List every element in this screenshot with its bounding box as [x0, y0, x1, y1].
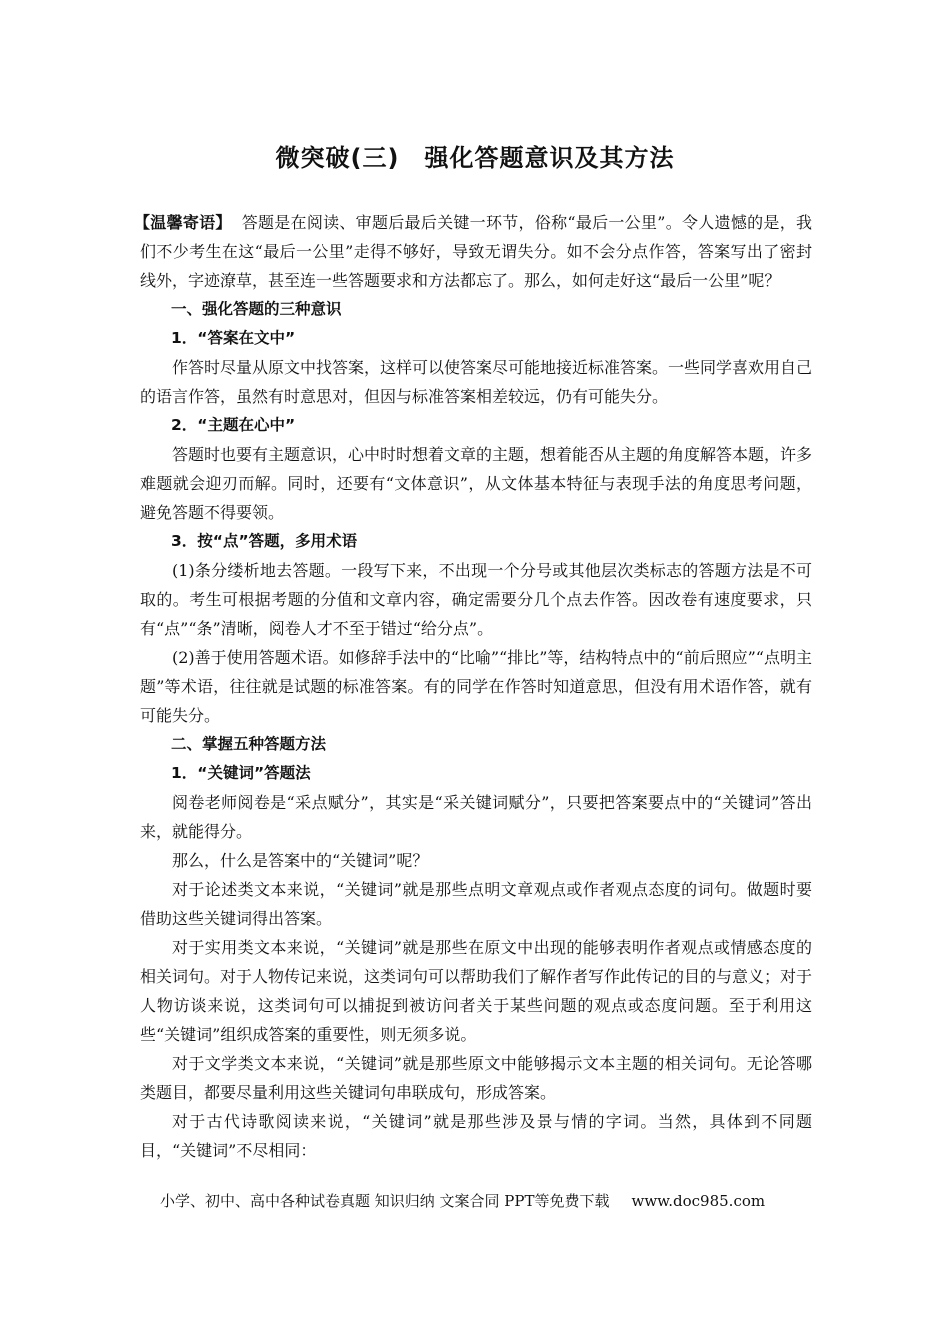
page-footer: [160, 1190, 800, 1211]
section1-item1-heading: 1．“答案在文中”: [171, 329, 296, 347]
section1-heading: 一、强化答题的三种意识: [171, 300, 342, 318]
section1-item2-heading: 2．“主题在心中”: [171, 416, 296, 434]
section1-item2-text: 答题时也要有主题意识，心中时时想着文章的主题，想着能否从主题的角度解答本题，许多难题就会迎刃而解。同时，还要有“文体意识”，从文体基本特征与表现手法的角度思考问题，避免答题不得要领。: [140, 445, 813, 522]
section2-paragraph-5: 对于文学类文本来说，“关键词”就是那些原文中能够揭示文本主题的相关词句。无论答哪类题目，都要尽量利用这些关键词句串联成句，形成答案。: [140, 1054, 812, 1102]
section1-item3-paragraph-1: (1)条分缕析地去答题。一段写下来，不出现一个分号或其他层次类标志的答题方法是不可取的。考生可根据考题的分值和文章内容，确定需要分几个点去作答。因改卷有速度要求，只有“点”“条”清晰，阅卷人才不至于错过“给分点”。: [140, 561, 812, 638]
section1-item3-heading: 3．按“点”答题，多用术语: [171, 532, 358, 550]
page-title: 微突破(三) 强化答题意识及其方法: [275, 144, 675, 172]
footer-site-link[interactable]: www.doc985.com: [631, 1192, 766, 1210]
section2-paragraph-1: 阅卷老师阅卷是“采点赋分”，其实是“采关键词赋分”，只要把答案要点中的“关键词”答出来，就能得分。: [140, 793, 812, 841]
section2-paragraph-6: 对于古代诗歌阅读来说，“关键词”就是那些涉及景与情的字词。当然，具体到不同题目，“关键词”不尽相同：: [140, 1112, 812, 1160]
section2-paragraph-2: 那么，什么是答案中的“关键词”呢？: [172, 851, 429, 870]
intro-text: 答题是在阅读、审题后最后关键一环节，俗称“最后一公里”。令人遗憾的是，我们不少考生在这“最后一公里”走得不够好，导致无谓失分。如不会分点作答，答案写出了密封线外，字迹潦草，甚至连一些答题要求和方法都忘了。那么，如何走好这“最后一公里”呢？: [140, 213, 812, 290]
section2-paragraph-4: 对于实用类文本来说，“关键词”就是那些在原文中出现的能够表明作者观点或情感态度的相关词句。对于人物传记来说，这类词句可以帮助我们了解作者写作此传记的目的与意义；对于人物访谈来说，这类词句可以捕捉到被访问者关于某些问题的观点或态度问题。至于利用这些“关键词”组织成答案的重要性，则无须多说。: [140, 938, 813, 1044]
section1-item1-text: 作答时尽量从原文中找答案，这样可以使答案尽可能地接近标准答案。一些同学喜欢用自己的语言作答，虽然有时意思对，但因与标准答案相差较远，仍有可能失分。: [140, 358, 813, 406]
footer-text: 小学、初中、高中各种试卷真题 知识归纳 文案合同 PPT等免费下载: [160, 1192, 610, 1210]
intro-tag: 【温馨寄语】: [134, 213, 232, 232]
section2-paragraph-3: 对于论述类文本来说，“关键词”就是那些点明文章观点或作者观点态度的词句。做题时要借助这些关键词得出答案。: [140, 880, 812, 928]
section2-item1-heading: 1．“关键词”答题法: [171, 764, 311, 782]
intro-paragraph: [134, 208, 812, 295]
document-body: [134, 208, 813, 1165]
section1-item3-paragraph-2: (2)善于使用答题术语。如修辞手法中的“比喻”“排比”等，结构特点中的“前后照应”“点明主题”等术语，往往就是试题的标准答案。有的同学在作答时知道意思，但没有用术语作答，就有可能失分。: [140, 648, 812, 725]
section2-heading: 二、掌握五种答题方法: [171, 735, 327, 753]
